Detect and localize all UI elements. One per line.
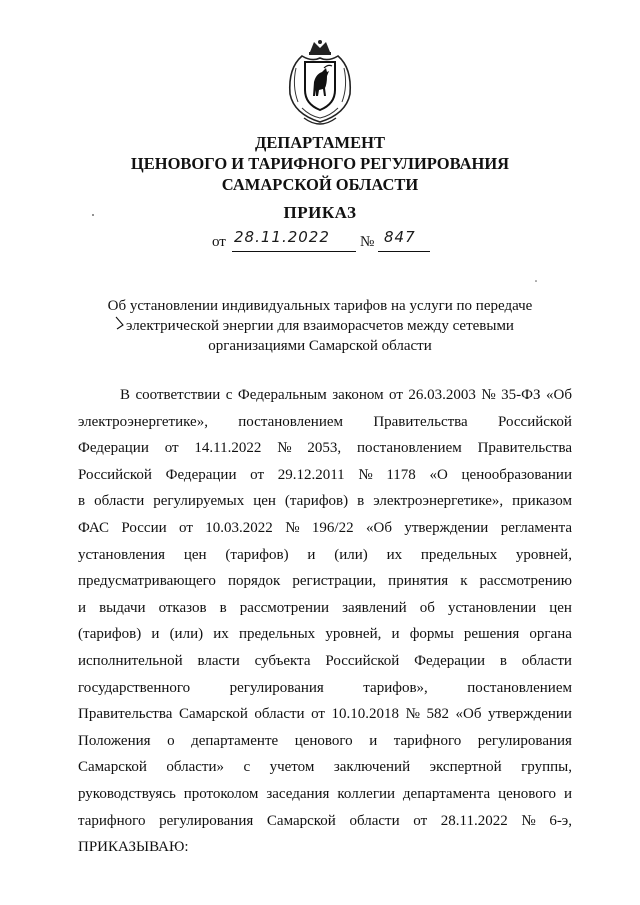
- crown-icon: [309, 40, 331, 55]
- body-word: руководствуясь: [78, 785, 176, 802]
- body-word: Российской: [498, 413, 572, 430]
- body-word: №: [481, 387, 496, 403]
- body-word: 14.11.2022: [194, 440, 262, 457]
- body-word: законом: [332, 387, 384, 403]
- body-word: электроэнергетике»,: [373, 493, 504, 510]
- body-line: [78, 462, 572, 489]
- body-word: ценового: [498, 785, 557, 802]
- body-word: Федерации: [78, 440, 149, 457]
- body-line: [78, 781, 572, 808]
- body-word: Самарской: [178, 706, 248, 723]
- margin-mark-icon: [114, 315, 126, 331]
- body-word: ценового: [294, 732, 353, 749]
- subject-line3: организациями Самарской области: [208, 338, 432, 354]
- body-line: [78, 542, 572, 569]
- body-word: №: [285, 519, 300, 536]
- body-word: Федерации: [165, 466, 237, 483]
- body-word: порядок: [227, 573, 281, 590]
- order-body-text: [78, 382, 572, 861]
- body-word: от: [164, 440, 179, 457]
- body-word: заседания: [266, 785, 330, 802]
- body-word: и: [78, 599, 87, 616]
- body-word: власти: [197, 652, 240, 669]
- body-line: [78, 568, 572, 595]
- body-word: утверждении: [404, 519, 489, 536]
- body-word: 1178: [386, 466, 416, 483]
- department-header-line3: САМАРСКОЙ ОБЛАСТИ: [221, 175, 419, 194]
- body-word: департаменте: [191, 732, 279, 749]
- body-word: 35-ФЗ: [501, 387, 541, 403]
- department-header-line1: ДЕПАРТАМЕНТ: [255, 133, 385, 152]
- body-word: области: [94, 493, 145, 510]
- body-word: установлении: [447, 599, 537, 616]
- body-word: России: [121, 519, 167, 536]
- body-word: регулируемых: [153, 493, 245, 510]
- body-word: «Об: [366, 519, 392, 536]
- body-word: №: [277, 440, 292, 457]
- body-word: предельных: [420, 546, 498, 563]
- body-word: группы,: [521, 759, 572, 776]
- body-word: о: [167, 732, 175, 749]
- body-word: №: [405, 706, 420, 723]
- body-word: Правительства: [373, 413, 468, 430]
- body-word: государственного: [78, 679, 191, 696]
- body-word: (тарифов): [78, 626, 142, 643]
- body-line: [78, 675, 572, 702]
- body-word: в: [219, 599, 227, 616]
- body-word: в: [357, 493, 365, 510]
- body-word: к: [460, 573, 468, 590]
- body-word: «Об: [546, 387, 572, 403]
- body-word: предельных: [238, 626, 316, 643]
- body-word: постановлением: [238, 413, 343, 430]
- body-word: об: [419, 599, 435, 616]
- body-word: «О: [429, 466, 448, 483]
- body-word: 2053,: [307, 440, 342, 457]
- body-line: [78, 382, 572, 409]
- body-word: и: [369, 732, 378, 749]
- body-word: уровней,: [325, 626, 382, 643]
- body-word: предусматривающего: [78, 573, 216, 590]
- body-word: и: [391, 626, 400, 643]
- body-word: ФАС: [78, 519, 109, 536]
- body-word: 29.12.2011: [277, 466, 345, 483]
- body-word: от: [413, 812, 428, 829]
- body-word: утверждении: [488, 706, 572, 723]
- body-word: и: [563, 785, 572, 802]
- body-word: регулирования: [229, 679, 324, 696]
- body-word: департамента: [402, 785, 491, 802]
- body-word: 28.11.2022: [440, 812, 508, 829]
- department-header: [0, 132, 640, 195]
- body-word: цен: [253, 493, 276, 510]
- number-label: №: [360, 234, 375, 250]
- body-word: ценообразовании: [461, 466, 572, 483]
- body-word: выдачи: [99, 599, 146, 616]
- body-word: экспертной: [429, 759, 502, 776]
- body-line: [78, 409, 572, 436]
- body-word: ПРИКАЗЫВАЮ:: [78, 839, 189, 856]
- body-word: от: [311, 706, 325, 723]
- body-word: рассмотрению: [479, 573, 572, 590]
- body-word: учетом: [269, 759, 315, 776]
- department-header-line2: ЦЕНОВОГО И ТАРИФНОГО РЕГУЛИРОВАНИЯ: [130, 154, 510, 173]
- body-line: [78, 648, 572, 675]
- body-word: Правительства: [78, 706, 173, 723]
- body-word: регистрации,: [292, 573, 377, 590]
- body-word: Положения: [78, 732, 151, 749]
- body-word: «Об: [455, 706, 482, 723]
- body-word: 196/22: [311, 519, 354, 536]
- body-word: постановлением: [467, 679, 572, 696]
- body-word: с: [225, 387, 233, 403]
- body-word: области»: [166, 759, 225, 776]
- body-word: №: [358, 466, 373, 483]
- body-word: решения: [463, 626, 520, 643]
- body-word: 26.03.2003: [408, 387, 476, 403]
- body-word: 10.10.2018: [331, 706, 400, 723]
- body-word: регулирования: [159, 812, 254, 829]
- body-word: тарифного: [393, 732, 462, 749]
- body-word: исполнительной: [78, 652, 183, 669]
- body-word: регламента: [500, 519, 572, 536]
- body-word: от: [389, 387, 403, 403]
- body-word: цен: [549, 599, 572, 616]
- body-word: электроэнергетике»,: [78, 413, 208, 430]
- body-word: тарифов»,: [363, 679, 428, 696]
- body-word: в: [78, 493, 86, 510]
- body-word: 10.03.2022: [205, 519, 273, 536]
- body-line: [78, 754, 572, 781]
- body-word: их: [386, 546, 403, 563]
- body-word: в: [499, 652, 507, 669]
- body-word: протоколом: [183, 785, 259, 802]
- body-word: установления: [78, 546, 166, 563]
- body-word: тарифного: [78, 812, 146, 829]
- body-word: постановлением: [357, 440, 462, 457]
- subject-line1: Об установлении индивидуальных тарифов на услуги по передаче: [107, 298, 533, 314]
- body-line: [78, 621, 572, 648]
- body-word: уровней,: [515, 546, 572, 563]
- body-word: В: [120, 387, 131, 403]
- body-word: коллегии: [337, 785, 396, 802]
- body-word: цен: [183, 546, 207, 563]
- handwritten-number: 847: [384, 228, 416, 246]
- body-word: приказом: [512, 493, 572, 510]
- body-line: [78, 728, 572, 755]
- body-word: Федерации: [414, 652, 486, 669]
- body-word: соответствии: [135, 387, 221, 403]
- body-word: субъекта: [254, 652, 311, 669]
- body-word: их: [213, 626, 229, 643]
- body-word: (тарифов): [225, 546, 289, 563]
- body-word: формы: [409, 626, 454, 643]
- body-word: (или): [334, 546, 368, 563]
- body-word: органа: [529, 626, 572, 643]
- handwritten-date: 28.11.2022: [234, 228, 330, 246]
- body-line: [78, 808, 572, 835]
- document-title: ПРИКАЗ: [283, 203, 357, 222]
- number-underline: [378, 251, 430, 252]
- body-line: [78, 435, 572, 462]
- body-word: заключений: [333, 759, 411, 776]
- body-word: и: [307, 546, 316, 563]
- body-line: [78, 595, 572, 622]
- body-word: Российской: [325, 652, 400, 669]
- body-line: [78, 701, 572, 728]
- body-word: области: [349, 812, 400, 829]
- body-word: Самарской: [266, 812, 336, 829]
- body-word: заявлений: [342, 599, 407, 616]
- body-word: регулирования: [477, 732, 572, 749]
- body-word: 582: [426, 706, 449, 723]
- body-word: области: [254, 706, 305, 723]
- body-word: Правительства: [477, 440, 572, 457]
- body-word: от: [250, 466, 265, 483]
- body-word: Самарской: [78, 759, 147, 776]
- date-underline: [232, 251, 356, 252]
- body-word: области: [521, 652, 572, 669]
- date-number-line: [212, 228, 462, 254]
- body-word: рассмотрении: [239, 599, 330, 616]
- body-word: (тарифов): [284, 493, 349, 510]
- order-subject: [60, 296, 580, 356]
- body-word: Федеральным: [237, 387, 327, 403]
- body-word: (или): [169, 626, 204, 643]
- body-word: №: [521, 812, 536, 829]
- body-word: 6-э,: [549, 812, 572, 829]
- from-label: от: [212, 234, 226, 250]
- body-word: и: [151, 626, 160, 643]
- body-line: [78, 515, 572, 542]
- body-word: Российской: [78, 466, 152, 483]
- body-line: [78, 488, 572, 515]
- scan-dot-icon: [533, 278, 539, 284]
- body-word: отказов: [158, 599, 207, 616]
- body-word: принятия: [388, 573, 449, 590]
- coat-of-arms-emblem: [280, 38, 360, 126]
- body-line: [78, 834, 572, 861]
- subject-line2: электрической энергии для взаиморасчетов между сетевыми: [126, 318, 514, 334]
- body-word: от: [179, 519, 193, 536]
- scan-dot-icon: [90, 212, 96, 218]
- body-word: с: [243, 759, 251, 776]
